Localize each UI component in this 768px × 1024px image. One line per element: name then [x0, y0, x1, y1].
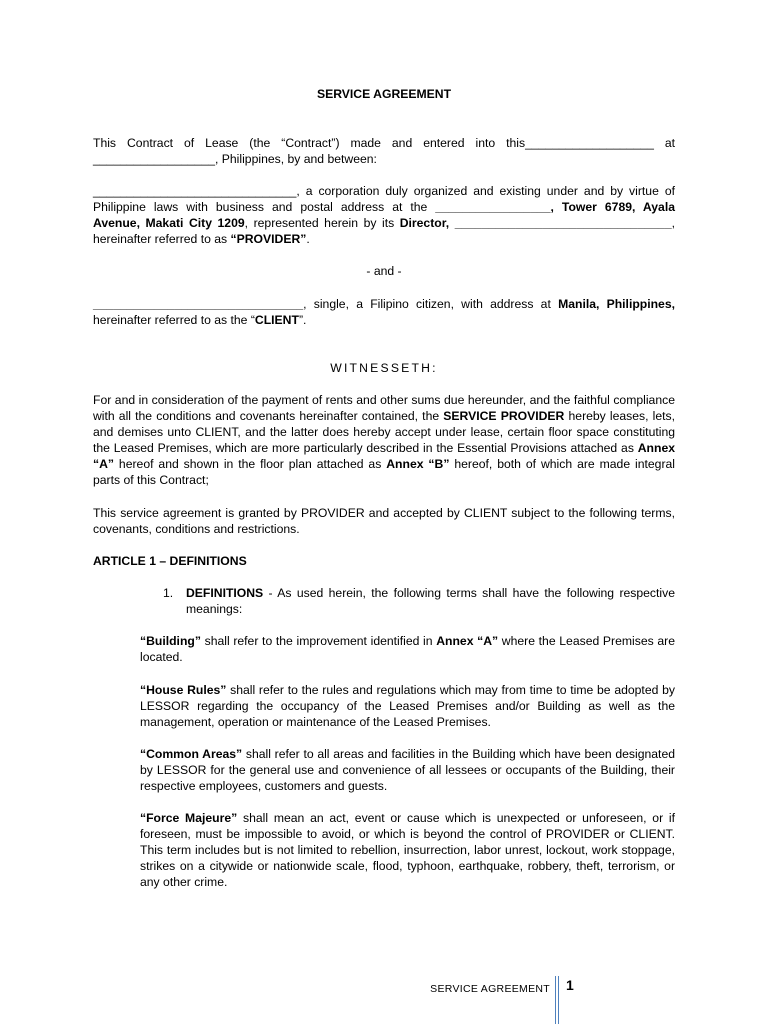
intro-line-1: This Contract of Lease (the “Contract”) made and entered into this___________________ at	[93, 136, 675, 150]
consideration-text-c: hereby leases, lets, and demises unto CLIENT, and the latter does hereby accept under lease, certain floor space constituting the Leased Premises, which are more particularly described in the Essential Provisions attached as	[93, 409, 676, 455]
provider-period: .	[306, 232, 310, 246]
building-definition	[93, 633, 675, 665]
provider-line-1: ______________________________, a corporation duly organized and existing under and by virtue of	[93, 184, 675, 198]
provider-line-3	[93, 215, 675, 231]
provider-represented: , represented herein by its	[244, 216, 400, 230]
consideration-paragraph	[93, 392, 675, 488]
consideration-text-e: hereof and shown in the floor plan attached as	[114, 457, 387, 471]
provider-referred: hereinafter referred to as	[93, 232, 231, 246]
definitions-body: - As used herein, the following terms shall have the following respective meanings:	[186, 586, 675, 616]
common-areas-term: “Common Areas”	[140, 747, 243, 761]
force-majeure-term: “Force Majeure”	[140, 811, 238, 825]
granted-paragraph: This service agreement is granted by PROVIDER and accepted by CLIENT subject to the following terms, covenants, conditions and restrictions.	[93, 506, 675, 536]
common-areas-text: shall refer to all areas and facilities in the Building which have been designated by LESSOR for the general use and convenience of all lessees or occupants of the Building, their respective employees, customers and guests.	[140, 747, 676, 793]
house-rules-definition	[93, 682, 675, 730]
annex-a-bold: Annex “A”	[93, 441, 675, 471]
client-label: CLIENT	[254, 313, 299, 327]
provider-label: “PROVIDER”	[230, 232, 307, 246]
house-rules-text: shall refer to the rules and regulations which may from time to time be adopted by LESSOR regarding the occupancy of the Leased Premises and/or Building as well as the management, operation or maintenance of the Leased Premises.	[140, 683, 675, 729]
and-separator: - and -	[366, 264, 402, 278]
intro-line-2: __________________, Philippines, by and between:	[93, 152, 377, 166]
provider-city: Avenue, Makati City 1209	[93, 216, 245, 230]
client-referred: hereinafter referred to as the “	[93, 313, 255, 327]
building-term: “Building”	[140, 634, 201, 648]
definitions-item-text	[186, 585, 675, 617]
common-areas-definition	[93, 746, 675, 794]
footer-rule	[555, 976, 556, 1024]
page-number: 1	[566, 977, 574, 993]
intro-paragraph	[93, 135, 675, 167]
page-footer	[0, 976, 768, 1024]
provider-line-2	[93, 199, 675, 215]
definitions-head: DEFINITIONS	[186, 586, 264, 600]
client-paragraph	[93, 296, 675, 328]
client-address: Manila, Philippines,	[558, 297, 675, 311]
force-majeure-definition	[93, 810, 675, 890]
provider-director: Director, ________________________________	[399, 216, 672, 230]
building-text-b: shall refer to the improvement identified in	[200, 634, 437, 648]
client-line-2	[93, 312, 675, 328]
provider-address-bold: _________________, Tower 6789, Ayala	[435, 200, 675, 214]
house-rules-term: “House Rules”	[140, 683, 227, 697]
document-title: SERVICE AGREEMENT	[316, 87, 452, 101]
force-majeure-text: shall mean an act, event or cause which is unexpected or unforeseen, or if foreseen, must be impossible to avoid, or which is beyond the control of PROVIDER or CLIENT. This term includes but is not limited to rebellion, insurrection, labor unrest, lockout, work stoppage, strikes on a citywide or nationwide scale, flood, typhoon, earthquake, robbery, theft, terrorism, or any other crime.	[140, 811, 676, 889]
list-number: 1.	[163, 586, 174, 600]
footer-rule-2	[558, 976, 559, 1024]
building-text-d: where the Leased Premises are located.	[140, 634, 675, 664]
provider-comma: ,	[671, 216, 675, 230]
client-line-1	[93, 296, 675, 312]
witnesseth-heading: WITNESSETH:	[330, 361, 438, 375]
consideration-text-a: For and in consideration of the payment of rents and other sums due hereunder, and the faithful compliance with all the conditions and covenants hereinafter contained, the	[93, 393, 675, 423]
consideration-text-g: hereof, both of which are made integral parts of this Contract;	[93, 457, 676, 487]
provider-line-4	[93, 231, 675, 247]
provider-paragraph	[93, 183, 675, 247]
client-blank: _______________________________	[93, 297, 304, 311]
client-description: , single, a Filipino citizen, with address at	[303, 297, 559, 311]
building-annex: Annex “A”	[436, 634, 499, 648]
footer-label: SERVICE AGREEMENT	[430, 983, 550, 995]
article-1-heading: ARTICLE 1 – DEFINITIONS	[93, 554, 247, 568]
service-provider-bold: SERVICE PROVIDER	[443, 409, 565, 423]
annex-b-bold: Annex “B”	[386, 457, 450, 471]
provider-address-text: Philippine laws with business and postal address at the	[93, 200, 436, 214]
client-period: ”.	[298, 313, 307, 327]
